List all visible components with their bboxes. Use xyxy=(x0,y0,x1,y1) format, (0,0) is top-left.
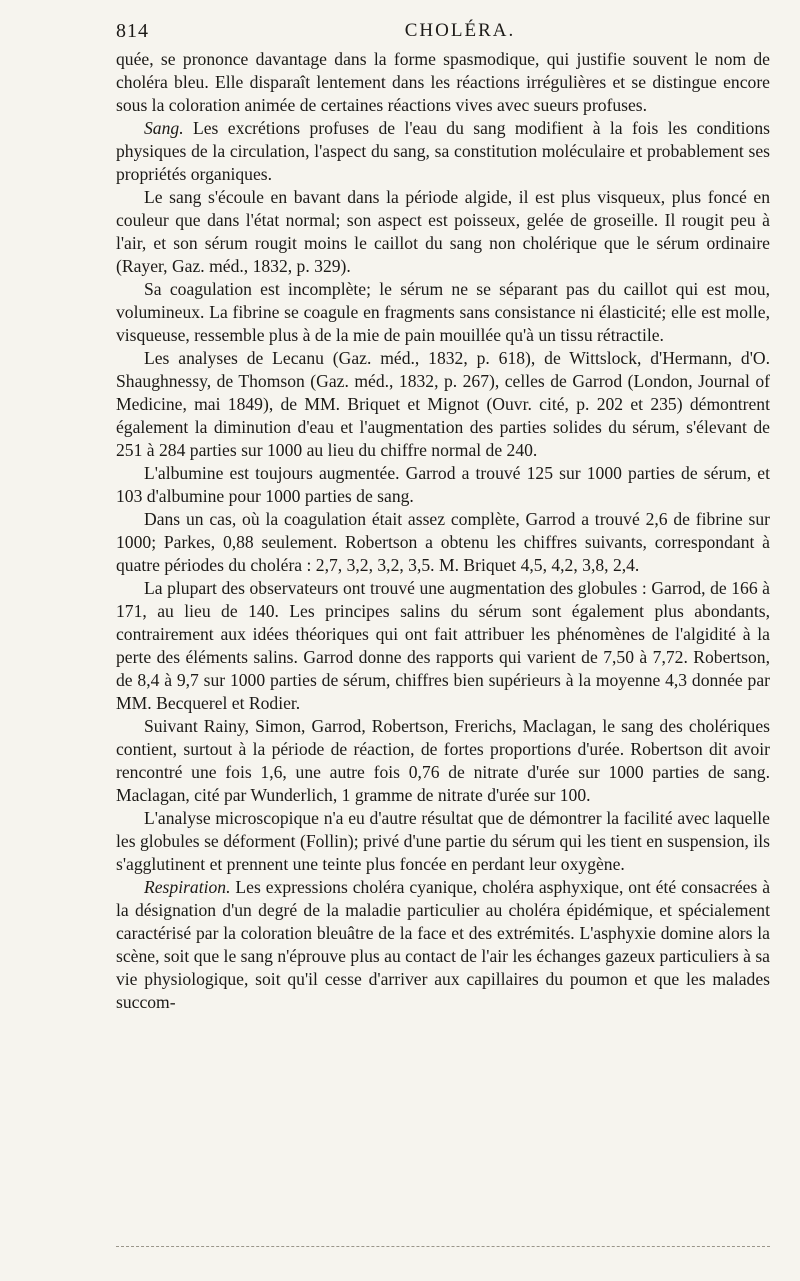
section-lead-sang: Sang. xyxy=(144,118,184,138)
paragraph-text: quée, se prononce davantage dans la forme spasmodique, qui justifie souvent le nom de choléra bleu. Elle disparaît lentement dans les réactions irrégulières et se distingue encore sous la coloration animée de certaines réactions vives avec sueurs profuses. xyxy=(116,49,770,115)
paragraph-text: Les excrétions profuses de l'eau du sang modifient à la fois les conditions physiques de la circulation, l'aspect du sang, sa constitution moléculaire et probablement ses propriétés organiques. xyxy=(116,118,770,184)
paragraph xyxy=(116,186,770,278)
paragraph-text: L'analyse microscopique n'a eu d'autre résultat que de démontrer la facilité avec laquelle les globules se déforment (Follin); privé d'une partie du sérum qui les tient en suspension, ils s'agglutinent et prennent une teinte plus foncée en perdant leur oxygène. xyxy=(116,808,770,874)
paragraph-text: La plupart des observateurs ont trouvé une augmentation des globules : Garrod, de 166 à 171, au lieu de 140. Les principes salins du sérum sont également plus abondants, contrairement aux idées théoriques qui ont fait attribuer les phénomènes de l'algidité à la perte des éléments salins. Garrod donne des rapports qui varient de 7,50 à 7,72. Robertson, de 8,4 à 9,7 sur 1000 parties de sérum, chiffres bien supérieurs à la moyenne 4,3 donnée par MM. Becquerel et Rodier. xyxy=(116,578,770,713)
paragraph xyxy=(116,278,770,347)
paragraph-text: Les analyses de Lecanu (Gaz. méd., 1832, p. 618), de Wittslock, d'Hermann, d'O. Shaughnessy, de Thomson (Gaz. méd., 1832, p. 267), celles de Garrod (London, Journal of Medicine, mai 1849), de MM. Briquet et Mignot (Ouvr. cité, p. 202 et 235) démontrent également la diminution d'eau et l'augmentation des parties solides du sérum, s'élevant de 251 à 284 parties sur 1000 au lieu du chiffre normal de 240. xyxy=(116,348,770,460)
paragraph-text: Sa coagulation est incomplète; le sérum ne se séparant pas du caillot qui est mou, volumineux. La fibrine se coagule en fragments sans consistance ni élasticité; elle est molle, visqueuse, ressemble plus à de la mie de pain mouillée qu'à un tissu rétractile. xyxy=(116,279,770,345)
page-number: 814 xyxy=(116,20,149,42)
footer-rule xyxy=(116,1246,770,1247)
paragraph xyxy=(116,876,770,1014)
paragraph xyxy=(116,807,770,876)
paragraph xyxy=(116,715,770,807)
paragraph-text: L'albumine est toujours augmentée. Garrod a trouvé 125 sur 1000 parties de sérum, et 103 d'albumine pour 1000 parties de sang. xyxy=(116,463,770,506)
paragraph xyxy=(116,347,770,462)
paragraph xyxy=(116,462,770,508)
paragraph-text: Le sang s'écoule en bavant dans la période algide, il est plus visqueux, plus foncé en couleur que dans l'état normal; son aspect est poisseux, gelée de groseille. Il rougit peu à l'air, et son sérum rougit moins le caillot du sang non cholérique que le sérum ordinaire (Rayer, Gaz. méd., 1832, p. 329). xyxy=(116,187,770,276)
running-head: CHOLÉRA. xyxy=(404,20,516,41)
paragraph xyxy=(116,508,770,577)
paragraph-text: Suivant Rainy, Simon, Garrod, Robertson, Frerichs, Maclagan, le sang des cholériques contient, surtout à la période de réaction, de fortes proportions d'urée. Robertson dit avoir rencontré une fois 1,6, une autre fois 0,76 de nitrate d'urée sur 1000 parties de sang. Maclagan, cité par Wunderlich, 1 gramme de nitrate d'urée sur 100. xyxy=(116,716,770,805)
paragraph-text: Les expressions choléra cyanique, choléra asphyxique, ont été consacrées à la désignation d'un degré de la maladie particulier au choléra épidémique, et spécialement caractérisé par la coloration bleuâtre de la face et des extrémités. L'asphyxie domine alors la scène, soit que le sang n'éprouve plus au contact de l'air les échanges gazeux particuliers à sa vie physiologique, soit qu'il cesse d'arriver aux capillaires du poumon et que les malades succom- xyxy=(116,877,770,1012)
paragraph-text: Dans un cas, où la coagulation était assez complète, Garrod a trouvé 2,6 de fibrine sur 1000; Parkes, 0,88 seulement. Robertson a obtenu les chiffres suivants, correspondant à quatre périodes du choléra : 2,7, 3,2, 3,2, 3,5. M. Briquet 4,5, 4,2, 3,8, 2,4. xyxy=(116,509,770,575)
paragraph xyxy=(116,48,770,117)
section-lead-respiration: Respiration. xyxy=(144,877,231,897)
paragraph xyxy=(116,117,770,186)
body-text xyxy=(116,48,770,1014)
page-header xyxy=(116,14,774,48)
paragraph xyxy=(116,577,770,715)
